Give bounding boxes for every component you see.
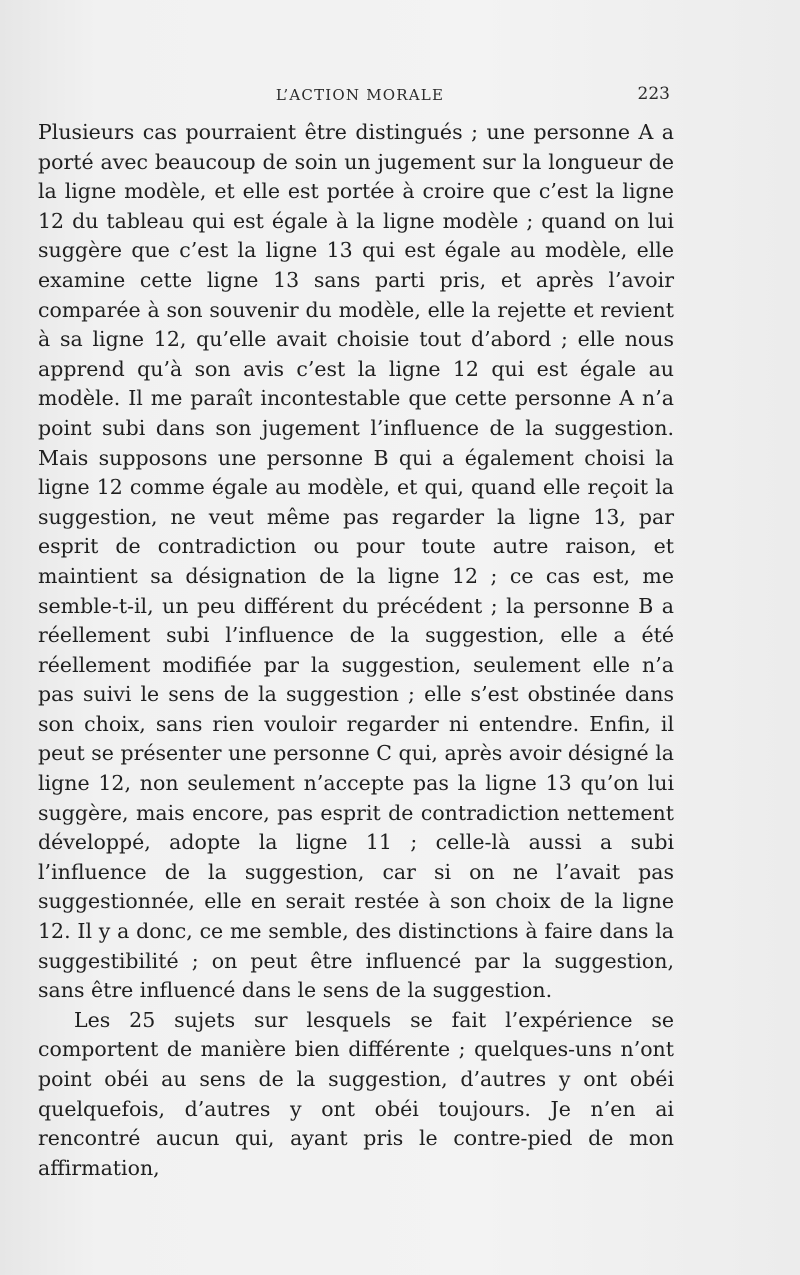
- running-head: [40, 86, 680, 112]
- body-text: [38, 118, 674, 1183]
- paragraph: Les 25 sujets sur lesquels se fait l’expérience se comportent de manière bien différente ; quelques-uns n’ont point obéi au sens de la suggestion, d’autres y ont obéi quelquefois, d’autres y ont obéi toujours. Je n’en ai rencontré aucun qui, ayant pris le contre-pied de mon affirmation,: [38, 1007, 674, 1180]
- paragraph: Plusieurs cas pourraient être distingués ; une personne A a porté avec beaucoup de soin un jugement sur la longueur de la ligne modèle, et elle est portée à croire que c’est la ligne 12 du tableau qui est égale à la ligne modèle ; quand on lui suggère que c’est la ligne 13 qui est égale au modèle, elle examine cette ligne 13 sans parti pris, et après l’avoir comparée à son souvenir du modèle, elle la rejette et revient à sa ligne 12, qu’elle avait choisie tout d’abord ; elle nous apprend qu’à son avis c’est la ligne 12 qui est égale au modèle. Il me paraît incontestable que cette personne A n’a point subi dans son jugement l’influence de la suggestion. Mais supposons une personne B qui a également choisi la ligne 12 comme égale au modèle, et qui, quand elle reçoit la suggestion, ne veut même pas regarder la ligne 13, par esprit de contradiction ou pour toute autre raison, et maintient sa désignation de la ligne 12 ; ce cas est, me semble-t-il, un peu différent du précédent ; la personne B a réellement subi l’influence de la suggestion, elle a été réellement modifiée par la suggestion, seulement elle n’a pas suivi le sens de la suggestion ; elle s’est obstinée dans son choix, sans rien vouloir regarder ni entendre. Enfin, il peut se présenter une personne C qui, après avoir désigné la ligne 12, non seulement n’accepte pas la ligne 13 qu’on lui suggère, mais encore, pas esprit de contradiction nettement développé, adopte la ligne 11 ; celle-là aussi a subi l’influence de la suggestion, car si on ne l’avait pas suggestionnée, elle en serait restée à son choix de la ligne 12. Il y a donc, ce me semble, des distinctions à faire dans la suggestibilité ; on peut être influencé par la suggestion, sans être influencé dans le sens de la suggestion.: [38, 120, 674, 1003]
- running-title: L’ACTION MORALE: [275, 86, 445, 104]
- page-number: 223: [637, 84, 670, 104]
